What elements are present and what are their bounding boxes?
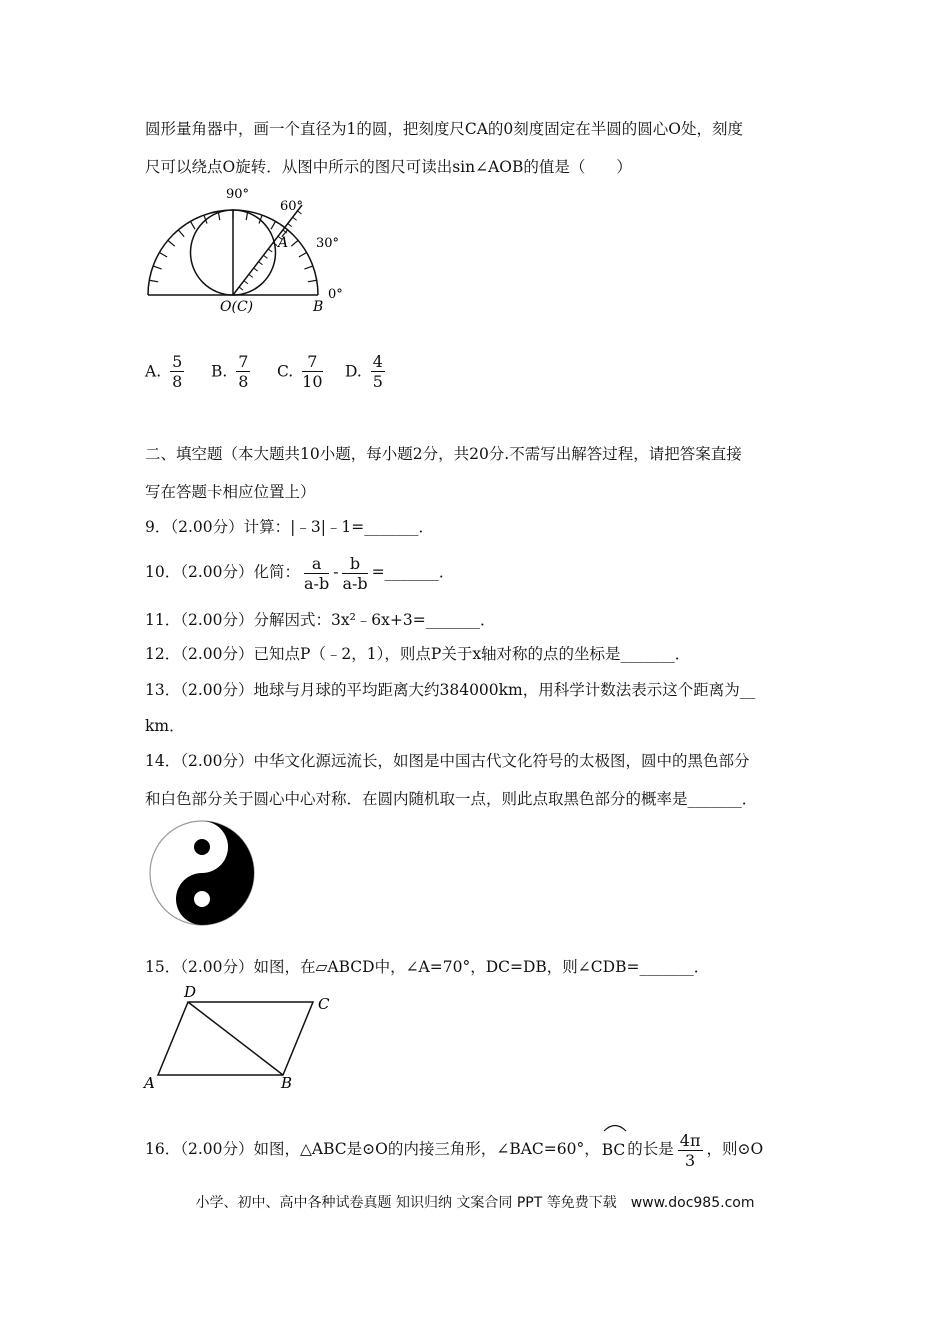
q10-den2: a-b: [342, 573, 368, 593]
option-b-den: 8: [238, 372, 249, 391]
ruler-line: [233, 205, 302, 295]
question-9: 9．（2.00分）计算：|﹣3|﹣1=_______．: [145, 518, 435, 536]
section2-line-2: 写在答题卡相应位置上）: [145, 483, 316, 501]
option-d-label: D.: [345, 362, 362, 381]
q10-suffix: =_______．: [371, 563, 455, 581]
ruler-ticks: [239, 211, 301, 290]
option-c-num: 7: [302, 352, 322, 372]
option-c[interactable]: [277, 352, 327, 391]
option-a[interactable]: [145, 352, 188, 391]
taiji-black-dot: [194, 839, 210, 855]
label-oc: O(C): [220, 299, 254, 315]
ruler-tick: [288, 224, 292, 227]
option-c-den: 10: [302, 372, 323, 391]
ruler-tick: [293, 217, 297, 220]
q10-den1: a-b: [304, 573, 330, 593]
option-b-label: B.: [211, 362, 228, 381]
label-b: B: [313, 299, 324, 315]
protractor-tick: [304, 266, 312, 269]
q16-num: 4π: [679, 1130, 701, 1150]
option-d[interactable]: [345, 352, 389, 391]
q16-mid: 的长是: [627, 1140, 674, 1158]
label-d: D: [184, 983, 197, 1001]
question-16: [145, 1130, 763, 1170]
label-60: 60°: [280, 199, 304, 214]
option-a-label: A.: [145, 362, 162, 381]
label-30: 30°: [316, 236, 340, 251]
option-b-num: 7: [238, 352, 249, 371]
label-c: C: [318, 995, 330, 1013]
taiji-figure: [145, 818, 260, 928]
section2-line-1: 二、填空题（本大题共10小题，每小题2分，共20分.不需写出解答过程，请把答案直接: [145, 445, 742, 463]
ruler-tick: [268, 249, 272, 252]
taiji-white-dot: [194, 891, 210, 907]
question-12: 12．（2.00分）已知点P（﹣2，1），则点P关于x轴对称的点的坐标是_______．: [145, 645, 691, 663]
label-b-pg: B: [281, 1074, 293, 1092]
option-d-den: 5: [372, 372, 383, 391]
q10-num1: a: [304, 554, 329, 574]
q16-suffix: ，则⊙O: [706, 1140, 764, 1158]
intro-line-1: 圆形量角器中，画一个直径为1的圆，把刻度尺CA的0刻度固定在半圆的圆心O处，刻度: [145, 120, 743, 138]
protractor-figure: [140, 183, 360, 318]
label-a-pg: A: [144, 1074, 155, 1092]
q10-prefix: 10．（2.00分）化简：: [145, 563, 300, 581]
protractor-tick: [153, 266, 161, 269]
protractor-tick: [178, 230, 184, 237]
question-13-line-1: 13．（2.00分）地球与月球的平均距离大约384000km，用科学计数法表示这个距离为__: [145, 681, 756, 699]
question-10: [145, 553, 454, 593]
protractor-tick: [291, 240, 298, 246]
ruler-tick: [263, 255, 267, 258]
intro-line-2: 尺可以绕点O旋转．从图中所示的图尺可读出sin∠AOB的值是（ ）: [145, 158, 632, 176]
label-0: 0°: [328, 287, 343, 302]
option-b[interactable]: [211, 352, 254, 391]
option-d-num: 4: [372, 352, 383, 371]
label-90: 90°: [226, 187, 250, 202]
ruler-tick: [249, 274, 253, 277]
question-14-line-2: 和白色部分关于圆心中心对称．在圆内随机取一点，则此点取黑色部分的概率是_______．: [145, 790, 758, 808]
question-13-line-2: km．: [145, 717, 185, 735]
question-11: 11．（2.00分）分解因式：3x²﹣6x+3=_______．: [145, 611, 496, 629]
q10-num2: b: [342, 554, 367, 574]
ruler-tick: [259, 262, 263, 265]
ruler-tick: [254, 268, 258, 271]
question-15: 15．（2.00分）如图，在▱ABCD中，∠A=70°，DC=DB，则∠CDB=_______．: [145, 958, 710, 976]
q16-arc-bc: [602, 1131, 626, 1169]
ruler-tick: [239, 287, 243, 290]
question-14-line-1: 14．（2.00分）中华文化源远流长，如图是中国古代文化符号的太极图，圆中的黑色部分: [145, 752, 750, 770]
q16-prefix: 16．（2.00分）如图，△ABC是⊙O的内接三角形，∠BAC=60°，: [145, 1140, 600, 1158]
protractor-tick: [159, 253, 167, 258]
q10-op: -: [333, 563, 339, 581]
option-a-den: 8: [172, 372, 183, 391]
protractor-tick: [271, 221, 276, 229]
footer: 小学、初中、高中各种试卷真题 知识归纳 文案合同 PPT 等免费下载 www.doc985.com: [195, 1195, 755, 1211]
protractor-tick: [149, 280, 158, 282]
protractor-tick: [299, 253, 307, 258]
protractor-tick: [191, 221, 196, 229]
q16-den: 3: [685, 1150, 696, 1170]
parallelogram-figure: [140, 982, 340, 1092]
diagonal-db: [188, 1002, 283, 1075]
q16-arc-label: BC: [601, 1141, 626, 1159]
option-c-label: C.: [277, 362, 294, 381]
ruler-tick: [244, 281, 248, 284]
label-a: A: [278, 235, 289, 251]
protractor-tick: [308, 280, 317, 282]
protractor-tick: [168, 240, 175, 246]
option-a-num: 5: [172, 352, 183, 371]
